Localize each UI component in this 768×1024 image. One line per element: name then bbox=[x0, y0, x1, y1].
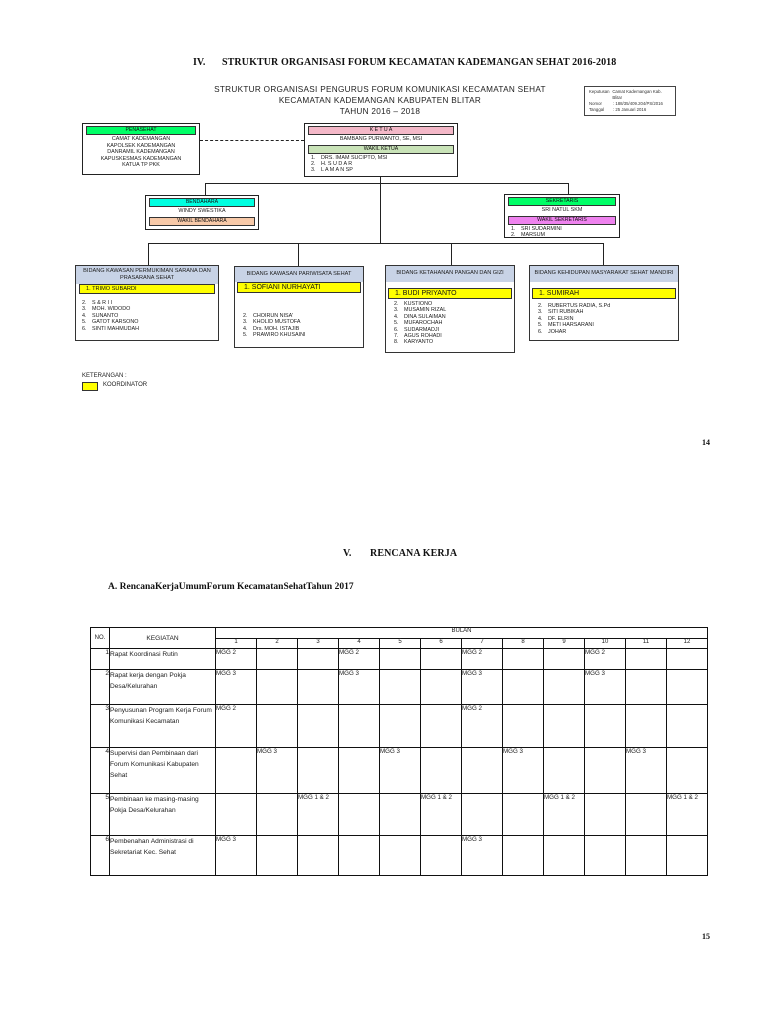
schedule-cell bbox=[421, 670, 462, 705]
ref-key: Tanggal bbox=[589, 107, 605, 112]
month-header: 5 bbox=[380, 639, 421, 649]
penasehat-member: KAPUSKESMAS KADEMANGAN bbox=[100, 155, 182, 162]
schedule-cell: MGG 3 bbox=[257, 748, 298, 794]
header-bulan: BULAN bbox=[216, 628, 708, 639]
schedule-cell bbox=[257, 794, 298, 836]
list-number: 1. bbox=[311, 154, 316, 161]
table-row bbox=[91, 794, 708, 836]
wakil-ketua-header: WAKIL KETUA bbox=[308, 145, 454, 154]
schedule-cell bbox=[257, 649, 298, 670]
schedule-cell bbox=[298, 649, 339, 670]
list-number: 3. bbox=[311, 167, 316, 174]
coordinator-highlight: 1. BUDI PRIYANTO bbox=[388, 288, 512, 299]
schedule-cell: MGG 2 bbox=[462, 705, 503, 748]
schedule-cell bbox=[585, 705, 626, 748]
schedule-cell bbox=[298, 670, 339, 705]
schedule-cell bbox=[626, 670, 667, 705]
schedule-cell bbox=[421, 836, 462, 876]
schedule-cell bbox=[503, 836, 544, 876]
connector-line bbox=[380, 177, 381, 244]
wakil-sekretaris-header: WAKIL SEKRETARIS bbox=[508, 216, 616, 225]
schedule-cell: MGG 1 & 2 bbox=[667, 794, 708, 836]
sekretaris-header: SEKRETARIS bbox=[508, 197, 616, 206]
list-number: 5. bbox=[538, 322, 543, 329]
schedule-cell: MGG 1 & 2 bbox=[421, 794, 462, 836]
kegiatan-cell: Pembinaan ke masing-masing Pokja Desa/Kelurahan bbox=[110, 794, 216, 836]
schedule-cell bbox=[667, 705, 708, 748]
list-number: 4. bbox=[82, 312, 87, 319]
month-header: 11 bbox=[626, 639, 667, 649]
wakil-bendahara-header: WAKIL BENDAHARA bbox=[149, 217, 255, 226]
list-number: 5. bbox=[243, 332, 248, 339]
schedule-cell: MGG 1 & 2 bbox=[298, 794, 339, 836]
bidang-member: DF. ELRIN bbox=[548, 315, 574, 322]
schedule-cell bbox=[503, 794, 544, 836]
schedule-cell bbox=[544, 670, 585, 705]
wakil-sekretaris-name: SRI SUDARMINI bbox=[521, 225, 562, 232]
month-header: 4 bbox=[339, 639, 380, 649]
list-number: 2. bbox=[538, 303, 543, 309]
schedule-cell: MGG 3 bbox=[503, 748, 544, 794]
row-number: 2 bbox=[91, 670, 110, 705]
row-number: 3 bbox=[91, 705, 110, 748]
month-header: 10 bbox=[585, 639, 626, 649]
bidang-member: CHOIRUN NISA' bbox=[253, 313, 294, 319]
schedule-cell bbox=[380, 836, 421, 876]
bendahara-box bbox=[145, 195, 259, 233]
month-header: 12 bbox=[667, 639, 708, 649]
schedule-cell bbox=[257, 836, 298, 876]
bidang-member: MUSAMIN RIZAL bbox=[404, 307, 447, 314]
schedule-cell bbox=[585, 748, 626, 794]
list-number: 1. bbox=[511, 225, 516, 232]
list-number: 2. bbox=[394, 301, 399, 307]
bendahara-header: BENDAHARA bbox=[149, 198, 255, 207]
list-number: 2. bbox=[243, 313, 248, 319]
month-header: 7 bbox=[462, 639, 503, 649]
bidang-permukiman-box bbox=[75, 265, 219, 341]
bidang-member: AGUS ROHADI bbox=[404, 333, 442, 340]
bidang-header: BIDANG KAWASAN PARIWISATA SEHAT bbox=[235, 267, 363, 282]
bidang-member: KHOLID MUSTOFA bbox=[253, 319, 301, 326]
list-number: 5. bbox=[394, 320, 399, 327]
schedule-cell bbox=[339, 836, 380, 876]
ref-value: Camat Kademangan Kab. Blitar bbox=[612, 89, 662, 100]
penasehat-header: PENASEHAT bbox=[86, 126, 196, 135]
kegiatan-cell: Pembenahan Administrasi di Sekretariat Kec. Sehat bbox=[110, 836, 216, 876]
schedule-cell bbox=[667, 670, 708, 705]
legend-label: KETERANGAN : bbox=[82, 373, 127, 379]
row-number: 5 bbox=[91, 794, 110, 836]
schedule-cell bbox=[626, 836, 667, 876]
list-number: 3. bbox=[538, 309, 543, 316]
bidang-header: BIDANG KETAHANAN PANGAN DAN GIZI bbox=[386, 266, 514, 282]
bidang-masyarakat-box bbox=[529, 265, 679, 341]
schedule-cell bbox=[544, 705, 585, 748]
subsection-title: A. RencanaKerjaUmumForum KecamatanSehatTahun 2017 bbox=[108, 582, 354, 592]
list-number: 5. bbox=[82, 319, 87, 326]
sekretaris-box bbox=[504, 194, 620, 238]
connector-line bbox=[603, 243, 604, 265]
connector-line bbox=[451, 243, 452, 265]
schedule-cell: MGG 2 bbox=[462, 649, 503, 670]
ref-value: : 188/35/409.204/PS/2016 bbox=[613, 101, 663, 106]
table-body bbox=[91, 649, 708, 876]
bidang-member: SINTI MAHMUDAH bbox=[92, 325, 140, 332]
schedule-cell: MGG 2 bbox=[216, 705, 257, 748]
list-number: 4. bbox=[243, 325, 248, 332]
bidang-member: SITI RUBIKAH bbox=[548, 309, 584, 316]
section-title: STRUKTUR ORGANISASI FORUM KECAMATAN KADEMANGAN SEHAT 2016-2018 bbox=[222, 57, 617, 68]
list-number: 4. bbox=[538, 315, 543, 322]
coordinator-highlight: 1. SOFIANI NURHAYATI bbox=[237, 282, 361, 293]
schedule-cell bbox=[339, 748, 380, 794]
schedule-cell bbox=[462, 748, 503, 794]
bidang-member: SUNANTO bbox=[92, 312, 119, 319]
penasehat-member: DANRAMIL KADEMANGAN bbox=[107, 149, 175, 156]
table-row bbox=[91, 836, 708, 876]
ketua-header: K E T U A bbox=[308, 126, 454, 135]
org-title-line: KECAMATAN KADEMANGAN KABUPATEN BLITAR bbox=[278, 96, 482, 105]
bidang-member: PRAWIRO KHUSAINI bbox=[253, 332, 306, 339]
bidang-pangan-box bbox=[385, 265, 515, 353]
bidang-member: METI HARSARANI bbox=[548, 322, 594, 329]
penasehat-member: KATUA TP PKK bbox=[122, 162, 160, 169]
row-number: 1 bbox=[91, 649, 110, 670]
month-header: 8 bbox=[503, 639, 544, 649]
list-number: 6. bbox=[538, 328, 543, 335]
bidang-pariwisata-box bbox=[234, 266, 364, 348]
schedule-cell bbox=[216, 748, 257, 794]
section-number: IV. bbox=[193, 57, 206, 68]
schedule-cell bbox=[380, 649, 421, 670]
coordinator-highlight: 1. SUMIRAH bbox=[532, 288, 676, 299]
schedule-cell bbox=[216, 794, 257, 836]
list-number: 6. bbox=[82, 325, 87, 332]
table-row bbox=[91, 649, 708, 670]
penasehat-box bbox=[82, 123, 200, 175]
bidang-member: JOHAR bbox=[548, 328, 567, 335]
row-number: 4 bbox=[91, 748, 110, 794]
advisory-connector bbox=[200, 140, 304, 141]
connector-line bbox=[568, 183, 569, 194]
schedule-cell: MGG 3 bbox=[216, 836, 257, 876]
org-title-line: TAHUN 2016 – 2018 bbox=[339, 107, 421, 116]
list-number: 2. bbox=[511, 232, 516, 238]
schedule-cell bbox=[667, 836, 708, 876]
table-row bbox=[91, 705, 708, 748]
month-header: 9 bbox=[544, 639, 585, 649]
month-header: 2 bbox=[257, 639, 298, 649]
work-plan-table bbox=[90, 627, 708, 876]
decree-reference-box bbox=[584, 86, 676, 116]
schedule-cell bbox=[667, 748, 708, 794]
ketua-name: BAMBANG PURWANTO, SE, MSI bbox=[339, 136, 423, 142]
table-row bbox=[91, 748, 708, 794]
schedule-cell: MGG 2 bbox=[585, 649, 626, 670]
page-number: 15 bbox=[702, 932, 710, 941]
schedule-cell: MGG 2 bbox=[339, 649, 380, 670]
list-number: 2. bbox=[311, 161, 316, 167]
bidang-header: BIDANG KAWASAN PERMUKIMAN SARANA DAN PRASARANA SEHAT bbox=[76, 266, 218, 284]
schedule-cell bbox=[298, 705, 339, 748]
schedule-cell: MGG 3 bbox=[380, 748, 421, 794]
bidang-member: MUFAROCHAH bbox=[404, 320, 443, 327]
bidang-member: KUSTIONO bbox=[404, 301, 433, 307]
list-number: 8. bbox=[394, 339, 399, 346]
month-header: 3 bbox=[298, 639, 339, 649]
connector-line bbox=[205, 183, 569, 184]
wakil-sekretaris-name: MARSUM bbox=[521, 232, 545, 238]
schedule-cell bbox=[298, 836, 339, 876]
connector-line bbox=[148, 243, 604, 244]
schedule-cell: MGG 3 bbox=[626, 748, 667, 794]
wakil-ketua-name: L A M A N SP bbox=[321, 167, 353, 174]
ref-key: Nomor bbox=[589, 101, 602, 106]
table-row bbox=[91, 670, 708, 705]
org-chart-title bbox=[205, 84, 555, 117]
schedule-cell: MGG 3 bbox=[462, 670, 503, 705]
kegiatan-cell: Penyusunan Program Kerja Forum Komunikasi Kecamatan bbox=[110, 705, 216, 748]
bidang-member: SUDARMADJI bbox=[404, 326, 440, 333]
schedule-cell bbox=[544, 836, 585, 876]
section-number: V. bbox=[343, 548, 352, 559]
schedule-cell bbox=[462, 794, 503, 836]
schedule-cell bbox=[544, 649, 585, 670]
schedule-cell bbox=[503, 649, 544, 670]
header-kegiatan: KEGIATAN bbox=[110, 628, 216, 649]
schedule-cell bbox=[626, 649, 667, 670]
schedule-cell bbox=[339, 794, 380, 836]
schedule-cell bbox=[503, 705, 544, 748]
list-number: 3. bbox=[82, 306, 87, 313]
schedule-cell bbox=[380, 705, 421, 748]
schedule-cell bbox=[421, 748, 462, 794]
bidang-member: RUBERTUS RADIA, S.Pd bbox=[548, 303, 611, 309]
schedule-cell bbox=[339, 705, 380, 748]
month-header: 6 bbox=[421, 639, 462, 649]
org-title-line: STRUKTUR ORGANISASI PENGURUS FORUM KOMUNIKASI KECAMATAN SEHAT bbox=[214, 85, 546, 94]
schedule-cell bbox=[585, 836, 626, 876]
list-number: 7. bbox=[394, 333, 399, 340]
list-number: 2. bbox=[82, 300, 87, 306]
connector-line bbox=[205, 183, 206, 195]
schedule-cell bbox=[421, 649, 462, 670]
schedule-cell bbox=[380, 794, 421, 836]
bidang-member: DINA SULAIMAN bbox=[404, 313, 446, 320]
schedule-cell bbox=[503, 670, 544, 705]
schedule-cell bbox=[626, 705, 667, 748]
sekretaris-name: SRI NATUL SKM bbox=[541, 207, 583, 213]
bidang-header: BIDANG KEHIDUPAN MASYARAKAT SEHAT MANDIRI bbox=[530, 266, 678, 282]
schedule-cell bbox=[380, 670, 421, 705]
list-number: 3. bbox=[243, 319, 248, 326]
schedule-cell: MGG 3 bbox=[462, 836, 503, 876]
list-number: 6. bbox=[394, 326, 399, 333]
section-title: RENCANA KERJA bbox=[370, 548, 458, 559]
wakil-ketua-name: DRS. IMAM SUCIPTO, MSI bbox=[321, 154, 388, 161]
schedule-cell bbox=[257, 670, 298, 705]
kegiatan-cell: Supervisi dan Pembinaan dari Forum Komunikasi Kabupaten Sehat bbox=[110, 748, 216, 794]
bidang-member: MOH. WIDODO bbox=[92, 306, 131, 313]
list-number: 3. bbox=[394, 307, 399, 314]
header-no: NO. bbox=[91, 628, 110, 649]
schedule-cell: MGG 1 & 2 bbox=[544, 794, 585, 836]
legend-text: KOORDINATOR bbox=[103, 382, 148, 388]
schedule-cell: MGG 3 bbox=[216, 670, 257, 705]
wakil-ketua-name: H. S U D A R bbox=[321, 161, 353, 167]
ref-key: Keputusan bbox=[589, 89, 610, 94]
penasehat-member: KAPOLSEK KADEMANGAN bbox=[106, 142, 176, 149]
connector-line bbox=[298, 243, 299, 266]
schedule-cell bbox=[298, 748, 339, 794]
bidang-member: S & R I I bbox=[92, 300, 113, 306]
schedule-cell bbox=[667, 649, 708, 670]
penasehat-member: CAMAT KADEMANGAN bbox=[111, 136, 171, 142]
kegiatan-cell: Rapat kerja dengan Pokja Desa/Kelurahan bbox=[110, 670, 216, 705]
bidang-member: Drs. MOH. ISTAJIB bbox=[253, 325, 300, 332]
kegiatan-cell: Rapat Koordinasi Rutin bbox=[110, 649, 216, 670]
schedule-cell bbox=[421, 705, 462, 748]
bidang-member: KARYANTO bbox=[404, 339, 434, 346]
schedule-cell bbox=[544, 748, 585, 794]
row-number: 6 bbox=[91, 836, 110, 876]
schedule-cell: MGG 3 bbox=[339, 670, 380, 705]
bendahara-name: WINDY SWESTIKA bbox=[178, 208, 226, 214]
coordinator-highlight: 1. TRIMO SUBARDI bbox=[79, 284, 215, 294]
page-number: 14 bbox=[702, 438, 710, 447]
schedule-cell bbox=[257, 705, 298, 748]
bidang-member: GATOT KARSONO bbox=[92, 319, 139, 326]
ketua-box bbox=[304, 123, 458, 177]
schedule-cell: MGG 2 bbox=[216, 649, 257, 670]
connector-line bbox=[148, 243, 149, 265]
wakil-bendahara-name: - bbox=[201, 226, 203, 233]
list-number: 4. bbox=[394, 313, 399, 320]
schedule-cell bbox=[626, 794, 667, 836]
schedule-cell: MGG 3 bbox=[585, 670, 626, 705]
ref-value: : 25 Januari 2016 bbox=[613, 107, 647, 112]
month-header: 1 bbox=[216, 639, 257, 649]
schedule-cell bbox=[585, 794, 626, 836]
legend-swatch-yellow bbox=[82, 382, 98, 391]
